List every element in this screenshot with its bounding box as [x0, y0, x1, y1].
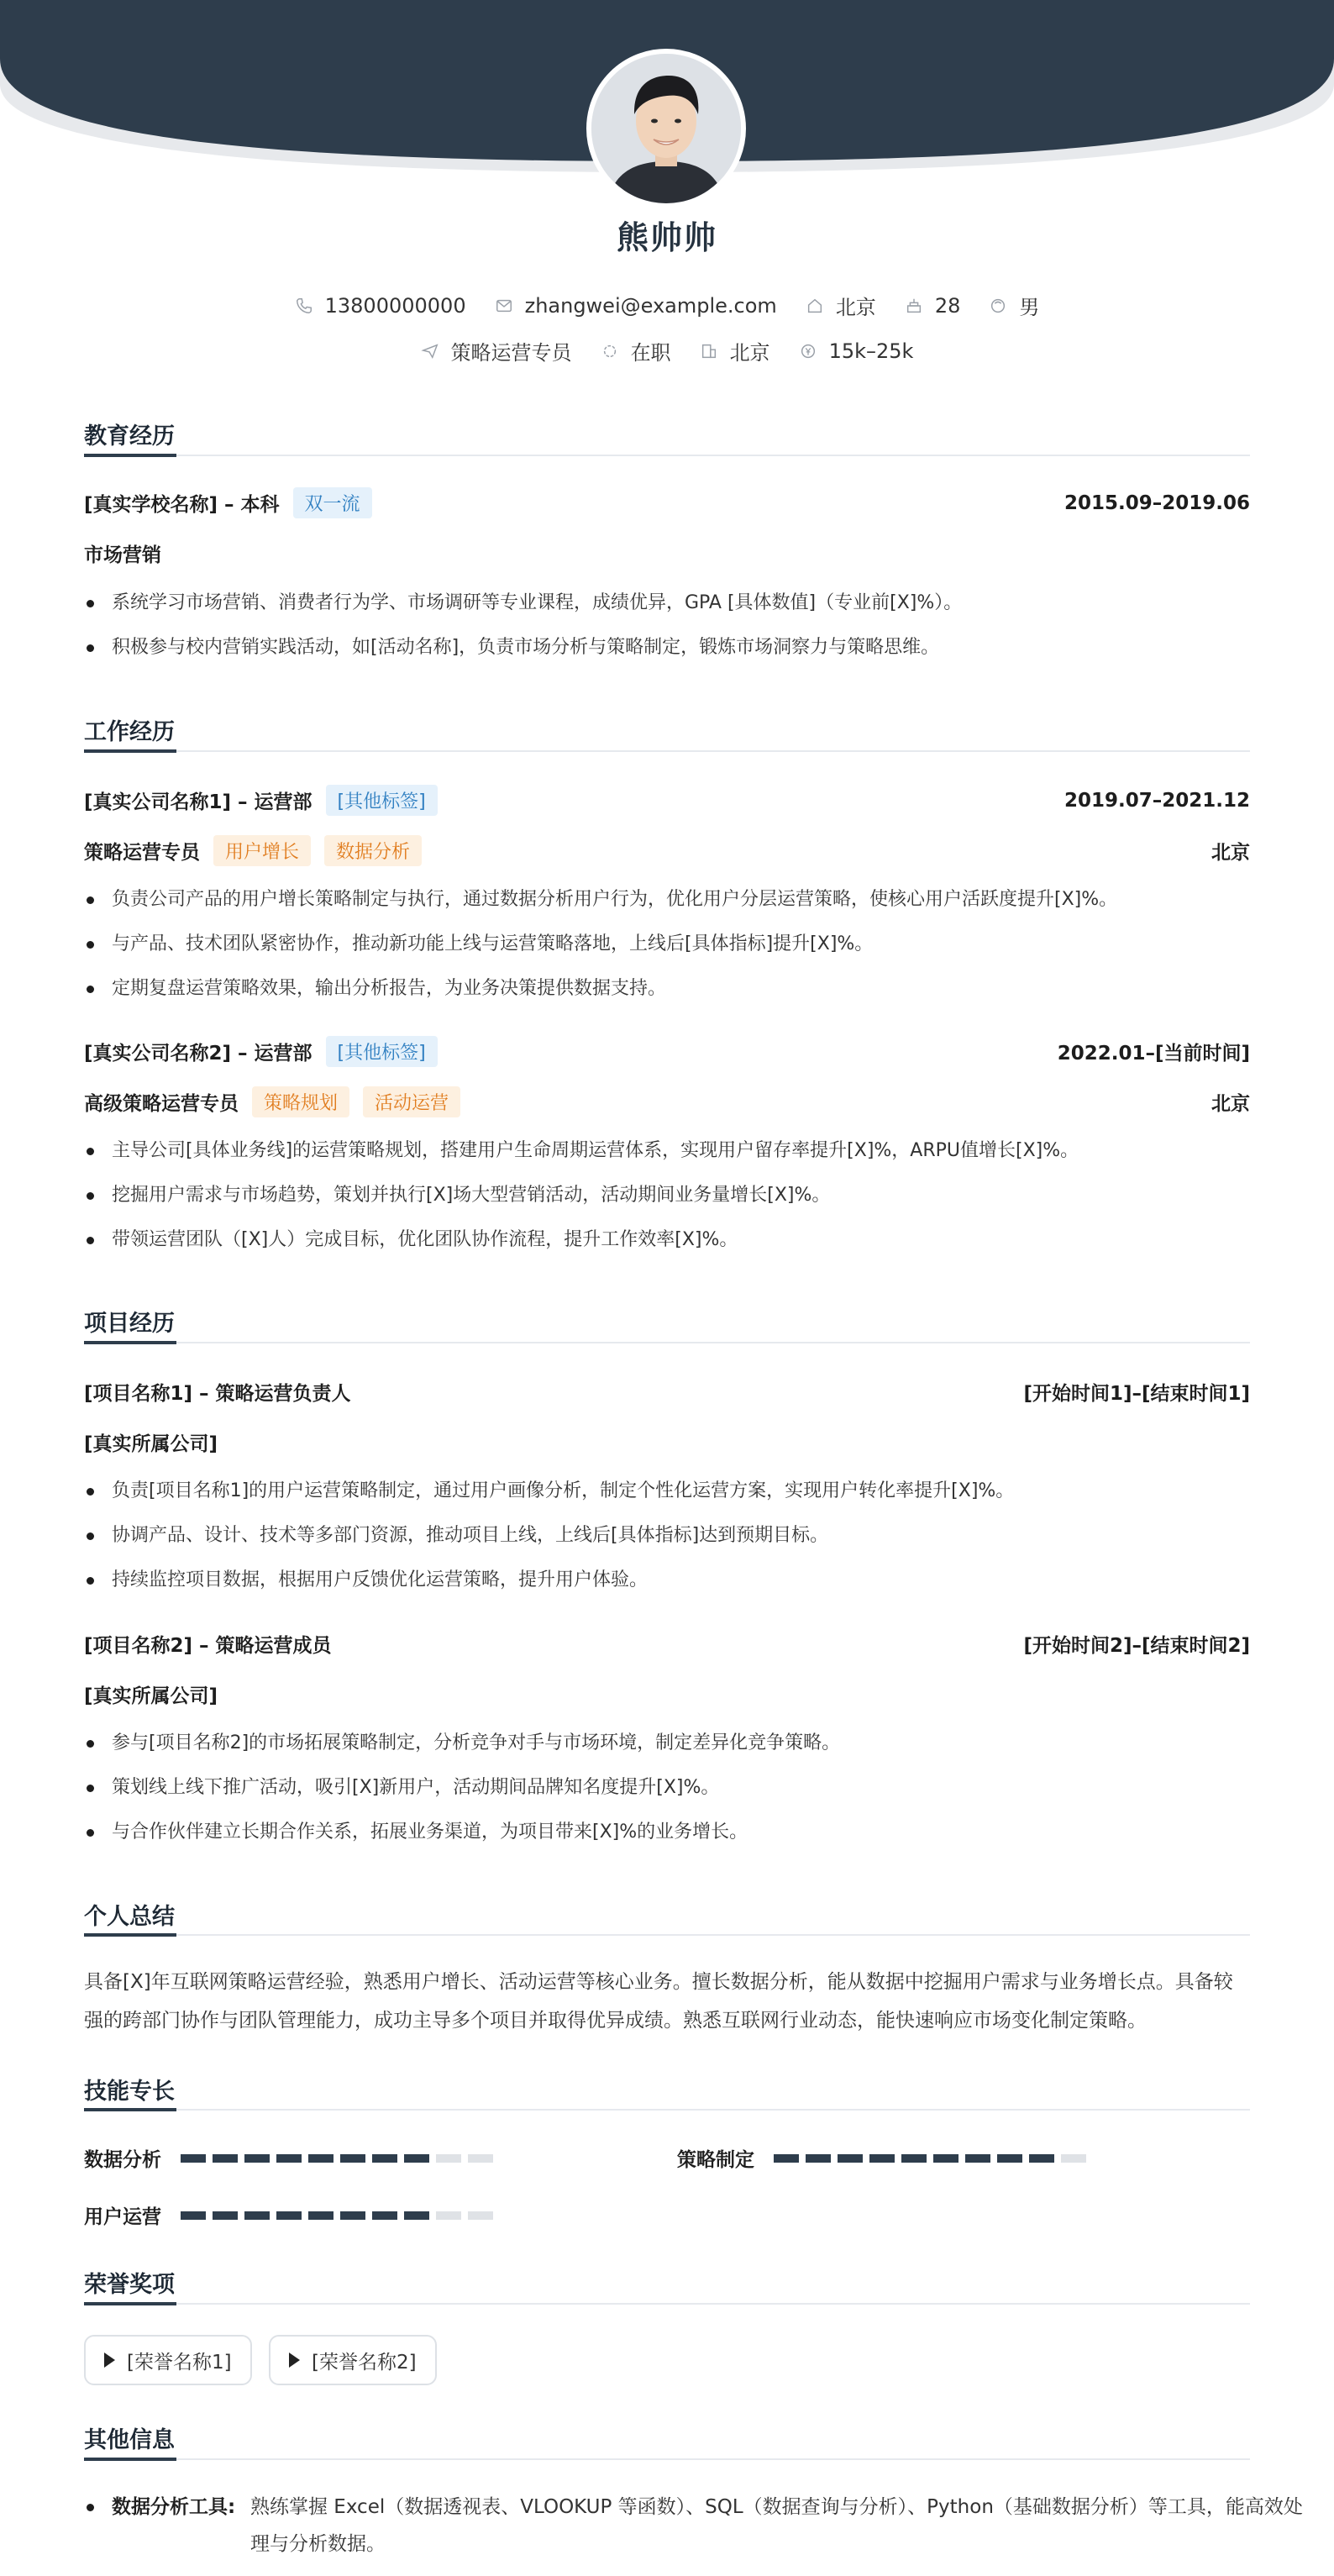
- list-item: 带领运营团队（[X]人）完成目标，优化团队协作流程，提升工作效率[X]%。: [84, 1228, 1250, 1272]
- list-item: 协调产品、设计、技术等多部门资源，推动项目上线，上线后[具体指标]达到预期目标。: [84, 1523, 1250, 1568]
- project-date: [开始时间2]–[结束时间2]: [1023, 1635, 1250, 1657]
- project2-company-row: [84, 1680, 1250, 1708]
- section-title-work: 工作经历: [84, 719, 175, 745]
- skill-segment-filled: [933, 2154, 958, 2163]
- list-item: 策划线上线下推广活动，吸引[X]新用户，活动期间品牌知名度提升[X]%。: [84, 1775, 1250, 1820]
- project-name: [项目名称1] – 策略运营负责人: [84, 1383, 351, 1405]
- age-text: 28: [934, 293, 961, 318]
- section-accent: [84, 2108, 176, 2111]
- job-city-text: 北京: [729, 341, 770, 365]
- phone-icon: [295, 297, 313, 315]
- job-status: [601, 336, 671, 365]
- project1-bullets: [84, 1479, 1250, 1612]
- project2-header-row: [84, 1630, 1250, 1658]
- skill-segment-empty: [468, 2154, 493, 2163]
- email-text: zhangwei@example.com: [524, 293, 777, 318]
- skill-segment-filled: [774, 2154, 799, 2163]
- job1-header-row: [84, 785, 1250, 816]
- major: 市场营销: [84, 544, 161, 566]
- phone-text: 13800000000: [324, 293, 466, 318]
- job2-header-row: [84, 1036, 1250, 1067]
- education-header-row: [84, 487, 1250, 518]
- section-title-honors: 荣誉奖项: [84, 2272, 175, 2298]
- skill-segment-filled: [340, 2154, 365, 2163]
- section-title-projects: 项目经历: [84, 1311, 175, 1337]
- salary-icon: [799, 342, 817, 360]
- list-item: 与合作伙伴建立长期合作关系，拓展业务渠道，为项目带来[X]%的业务增长。: [84, 1820, 1250, 1864]
- skill-segment-filled: [308, 2154, 334, 2163]
- skill-tag: 策略规划: [252, 1086, 349, 1117]
- job-date: 2019.07–2021.12: [1064, 789, 1250, 812]
- job-info-row: [0, 336, 1334, 365]
- skill-label: 用户运营: [84, 2206, 161, 2228]
- skill-segment-filled: [213, 2154, 238, 2163]
- list-item: 负责公司产品的用户增长策略制定与执行，通过数据分析用户行为，优化用户分层运营策略，使核心用户活跃度提升[X]%。: [84, 887, 1250, 932]
- home-icon: [806, 297, 824, 315]
- skill-level-bar: [181, 2154, 500, 2163]
- project-date: [开始时间1]–[结束时间1]: [1023, 1383, 1250, 1405]
- school-tag: 双一流: [293, 487, 372, 518]
- skill-segment-filled: [997, 2154, 1022, 2163]
- skill-segment-filled: [244, 2211, 270, 2220]
- project-name: [项目名称2] – 策略运营成员: [84, 1635, 332, 1657]
- skill-segment-filled: [404, 2154, 429, 2163]
- skill-segment-filled: [1029, 2154, 1054, 2163]
- section-divider: [84, 1342, 1250, 1343]
- education-date: 2015.09–2019.06: [1064, 492, 1250, 514]
- company-name: [真实公司名称2] – 运营部: [84, 1043, 312, 1065]
- skill-segment-filled: [372, 2154, 397, 2163]
- skill-label: 策略制定: [677, 2149, 754, 2171]
- section-accent: [84, 749, 176, 753]
- skill-segment-empty: [436, 2211, 461, 2220]
- job-city: 北京: [1211, 1093, 1250, 1115]
- skill-strategy: [677, 2144, 1093, 2172]
- skill-segment-filled: [806, 2154, 831, 2163]
- position-text: 策略运营专员: [450, 341, 572, 365]
- skill-user-operation: [84, 2201, 500, 2229]
- skill-data-analysis: [84, 2144, 500, 2172]
- job2-bullets: [84, 1138, 1250, 1272]
- job-salary: [799, 336, 914, 365]
- job-city: [700, 336, 770, 365]
- position-name: 高级策略运营专员: [84, 1093, 239, 1115]
- skill-segment-filled: [404, 2211, 429, 2220]
- project-company: [真实所属公司]: [84, 1433, 218, 1455]
- other-key: 数据分析工具:: [112, 2496, 236, 2518]
- other-item: [84, 2489, 1303, 2564]
- contact-gender: [989, 291, 1039, 320]
- section-title-other: 其他信息: [84, 2427, 175, 2453]
- skill-level-bar: [181, 2211, 500, 2220]
- section-divider: [84, 750, 1250, 752]
- section-divider: [84, 455, 1250, 456]
- honor-label: [荣誉名称1]: [127, 2351, 232, 2374]
- email-icon: [495, 297, 513, 315]
- skill-segment-filled: [372, 2211, 397, 2220]
- job-date: 2022.01–[当前时间]: [1057, 1043, 1250, 1065]
- play-icon: [289, 2353, 300, 2368]
- bullet-dot: [87, 2504, 94, 2511]
- building-icon: [700, 342, 718, 360]
- skill-segment-filled: [901, 2154, 927, 2163]
- project1-company-row: [84, 1428, 1250, 1456]
- skill-segment-filled: [244, 2154, 270, 2163]
- gender-icon: [989, 297, 1007, 315]
- skill-tag: 用户增长: [213, 835, 311, 866]
- section-divider: [84, 2109, 1250, 2111]
- list-item: 主导公司[具体业务线]的运营策略规划，搭建用户生命周期运营体系，实现用户留存率提升[X]%，ARPU值增长[X]%。: [84, 1138, 1250, 1183]
- gender-text: 男: [1019, 296, 1040, 319]
- section-accent: [84, 1341, 176, 1344]
- project1-header-row: [84, 1378, 1250, 1406]
- list-item: 定期复盘运营策略效果，输出分析报告，为业务决策提供数据支持。: [84, 976, 1250, 1021]
- position-name: 策略运营专员: [84, 842, 200, 864]
- education-bullets: [84, 591, 1250, 680]
- project-company: [真实所属公司]: [84, 1685, 218, 1707]
- city-text: 北京: [835, 296, 876, 319]
- company-tag: [其他标签]: [326, 785, 438, 816]
- list-item: 积极参与校内营销实践活动，如[活动名称]，负责市场分析与策略制定，锻炼市场洞察力与策略思维。: [84, 635, 1250, 680]
- skill-segment-filled: [276, 2211, 302, 2220]
- job1-position-row: [84, 835, 1250, 866]
- contact-info-row: [0, 291, 1334, 320]
- project2-bullets: [84, 1731, 1250, 1864]
- section-divider: [84, 2458, 1250, 2460]
- skill-tag: 数据分析: [324, 835, 422, 866]
- section-divider: [84, 2303, 1250, 2305]
- company-name: [真实公司名称1] – 运营部: [84, 791, 312, 813]
- skill-tag: 活动运营: [363, 1086, 460, 1117]
- section-title-education: 教育经历: [84, 423, 175, 449]
- send-icon: [421, 342, 439, 360]
- skill-segment-filled: [308, 2211, 334, 2220]
- contact-email: [495, 291, 777, 320]
- candidate-name: 熊帅帅: [616, 219, 717, 256]
- job1-bullets: [84, 887, 1250, 1021]
- section-divider: [84, 1934, 1250, 1936]
- play-icon: [104, 2353, 115, 2368]
- job-position: [421, 336, 572, 365]
- salary-text: 15k–25k: [828, 339, 914, 363]
- section-accent: [84, 454, 176, 457]
- avatar: [586, 49, 746, 208]
- contact-phone: [295, 291, 466, 320]
- honor-chip[interactable]: [84, 2335, 252, 2385]
- list-item: 负责[项目名称1]的用户运营策略制定，通过用户画像分析，制定个性化运营方案，实现用户转化率提升[X]%。: [84, 1479, 1250, 1523]
- contact-city: [806, 291, 876, 320]
- skill-segment-filled: [181, 2154, 206, 2163]
- skill-segment-empty: [1061, 2154, 1086, 2163]
- skill-segment-empty: [436, 2154, 461, 2163]
- age-icon: [905, 297, 923, 315]
- skill-segment-filled: [869, 2154, 895, 2163]
- list-item: 持续监控项目数据，根据用户反馈优化运营策略，提升用户体验。: [84, 1568, 1250, 1612]
- section-accent: [84, 1933, 176, 1937]
- status-text: 在职: [630, 341, 671, 365]
- job2-position-row: [84, 1086, 1250, 1117]
- other-value: 熟练掌握 Excel（数据透视表、VLOOKUP 等函数）、SQL（数据查询与分析）、Python（基础数据分析）等工具，能高效处理与分析数据。: [250, 2496, 1303, 2555]
- skill-label: 数据分析: [84, 2149, 161, 2171]
- section-accent: [84, 2302, 176, 2305]
- honor-chip[interactable]: [269, 2335, 437, 2385]
- skill-segment-filled: [965, 2154, 990, 2163]
- company-tag: [其他标签]: [326, 1036, 438, 1067]
- section-title-summary: 个人总结: [84, 1904, 175, 1930]
- job-city: 北京: [1211, 842, 1250, 864]
- honor-label: [荣誉名称2]: [312, 2351, 417, 2374]
- section-accent: [84, 2458, 176, 2461]
- list-item: 参与[项目名称2]的市场拓展策略制定，分析竞争对手与市场环境，制定差异化竞争策略。: [84, 1731, 1250, 1775]
- list-item: 与产品、技术团队紧密协作，推动新功能上线与运营策略落地，上线后[具体指标]提升[X]%。: [84, 932, 1250, 976]
- status-icon: [601, 342, 619, 360]
- list-item: 挖掘用户需求与市场趋势，策划并执行[X]场大型营销活动，活动期间业务量增长[X]%。: [84, 1183, 1250, 1228]
- skill-segment-filled: [213, 2211, 238, 2220]
- avatar-portrait: [591, 54, 741, 203]
- school-name: [真实学校名称] – 本科: [84, 494, 280, 516]
- summary-text: 具备[X]年互联网策略运营经验，熟悉用户增长、活动运营等核心业务。擅长数据分析，能从数据中挖掘用户需求与业务增长点。具备较强的跨部门协作与团队管理能力，成功主导多个项目并取得优异成绩。熟悉互联网行业动态，能快速响应市场变化制定策略。: [84, 1971, 1233, 2032]
- skill-segment-empty: [468, 2211, 493, 2220]
- skill-segment-filled: [181, 2211, 206, 2220]
- section-title-skills: 技能专长: [84, 2079, 175, 2105]
- skill-segment-filled: [838, 2154, 863, 2163]
- skill-segment-filled: [276, 2154, 302, 2163]
- list-item: 系统学习市场营销、消费者行为学、市场调研等专业课程，成绩优异，GPA [具体数值]（专业前[X]%）。: [84, 591, 1250, 635]
- skill-level-bar: [774, 2154, 1093, 2163]
- skill-segment-filled: [340, 2211, 365, 2220]
- contact-age: [905, 291, 961, 320]
- major-row: [84, 539, 1250, 567]
